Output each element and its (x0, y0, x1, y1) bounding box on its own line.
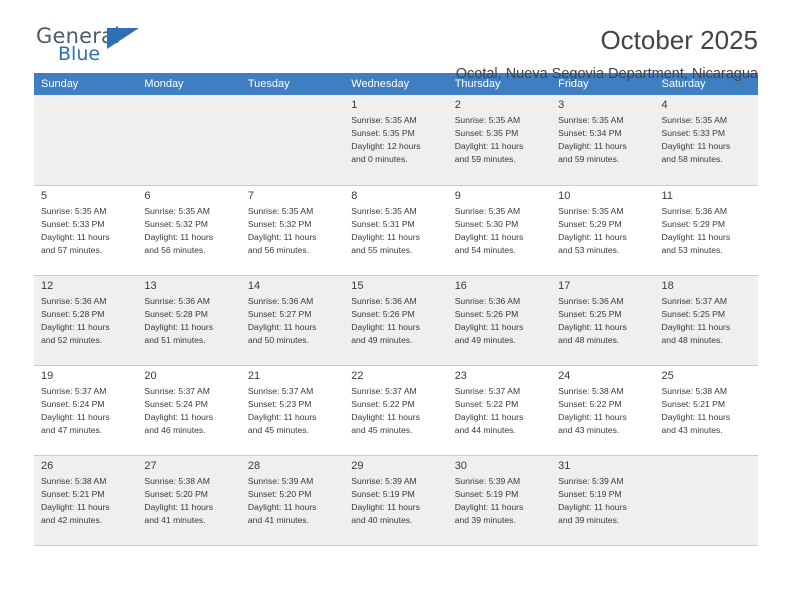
calendar-cell-day[interactable] (551, 95, 654, 185)
generalblue-logo (34, 26, 120, 64)
calendar-cell-inner (551, 186, 654, 275)
calendar-cell-day[interactable] (241, 455, 344, 545)
calendar-cell-day[interactable] (241, 275, 344, 365)
sun-info-line: Sunrise: 5:36 AM (661, 205, 727, 216)
calendar-cell-day[interactable] (137, 455, 240, 545)
sun-info-line: Daylight: 11 hours (41, 321, 110, 332)
sun-info-line: Sunset: 5:20 PM (247, 488, 312, 499)
calendar-cell-day[interactable] (448, 365, 551, 455)
sun-info-line: Sunset: 5:32 PM (144, 218, 208, 229)
calendar-cell-day[interactable] (655, 185, 758, 275)
sun-info-line: and 41 minutes. (144, 514, 206, 525)
sun-info-line: Sunset: 5:21 PM (41, 488, 105, 499)
day-number: 12 (41, 279, 54, 292)
sun-info-line: Sunset: 5:31 PM (351, 218, 415, 229)
calendar-cell-inner (34, 95, 137, 185)
sun-info-line: Sunset: 5:33 PM (661, 128, 726, 139)
calendar-cell-day[interactable] (241, 365, 344, 455)
calendar-week-row (34, 365, 758, 455)
calendar-cell-inner (241, 276, 344, 365)
sun-info-line: and 57 minutes. (41, 244, 103, 255)
sun-info-line: Daylight: 11 hours (661, 321, 731, 332)
sun-info-line: Daylight: 11 hours (558, 231, 627, 242)
sun-info-line: and 56 minutes. (247, 244, 309, 255)
calendar-cell-day[interactable] (137, 185, 240, 275)
calendar-cell-inner (241, 95, 344, 185)
sun-info-line: and 39 minutes. (558, 514, 620, 525)
day-number: 18 (661, 279, 674, 292)
calendar-cell-day[interactable] (655, 275, 758, 365)
sun-info-line: Daylight: 11 hours (661, 231, 731, 242)
calendar-cell-inner (448, 276, 551, 365)
sun-info-line: and 50 minutes. (247, 334, 309, 345)
sun-info-line: Sunrise: 5:36 AM (454, 295, 521, 306)
sun-info-line: Daylight: 11 hours (41, 501, 110, 512)
calendar-cell-empty (655, 455, 758, 545)
weekday-header-thursday: Thursday (448, 73, 551, 95)
day-number: 25 (661, 369, 674, 382)
sun-info-line: and 40 minutes. (351, 514, 413, 525)
page-title: October 2025 (600, 25, 758, 55)
sun-info-line: Daylight: 11 hours (144, 231, 214, 242)
sun-info-line: and 43 minutes. (661, 424, 723, 435)
sun-info-line: and 52 minutes. (41, 334, 103, 345)
calendar-cell-empty (34, 95, 137, 185)
day-number: 13 (144, 279, 157, 292)
sun-info-line: Sunset: 5:29 PM (661, 218, 726, 229)
sun-info-line: Sunset: 5:22 PM (454, 398, 519, 409)
calendar-table (34, 73, 758, 546)
calendar-cell-inner (448, 366, 551, 455)
day-number: 29 (351, 459, 364, 472)
day-sun-info (41, 295, 131, 347)
calendar-cell-day[interactable] (448, 455, 551, 545)
sun-info-line: Daylight: 11 hours (558, 141, 627, 152)
calendar-cell-inner (655, 95, 758, 185)
day-sun-info (662, 114, 752, 166)
calendar-week-row (34, 275, 758, 365)
day-sun-info (144, 385, 234, 437)
sun-info-line: Daylight: 11 hours (454, 321, 524, 332)
sun-info-line: Daylight: 11 hours (351, 231, 420, 242)
day-number: 31 (558, 459, 571, 472)
day-number: 24 (558, 369, 571, 382)
day-sun-info (662, 205, 752, 257)
sun-info-line: Daylight: 11 hours (41, 411, 110, 422)
sun-info-line: Sunset: 5:25 PM (558, 308, 622, 319)
sun-info-line: Sunset: 5:32 PM (247, 218, 312, 229)
day-sun-info (351, 295, 441, 347)
sun-info-line: Sunrise: 5:36 AM (558, 295, 624, 306)
calendar-cell-day[interactable] (448, 95, 551, 185)
logo-text-general: General (36, 24, 121, 48)
sun-info-line: Sunrise: 5:39 AM (247, 475, 314, 486)
sun-info-line: Sunset: 5:19 PM (454, 488, 519, 499)
calendar-cell-day[interactable] (241, 185, 344, 275)
sun-info-line: Sunset: 5:28 PM (144, 308, 208, 319)
calendar-cell-inner (344, 456, 447, 545)
calendar-cell-inner (655, 276, 758, 365)
sun-info-line: Sunrise: 5:35 AM (661, 115, 727, 125)
sun-info-line: Sunrise: 5:36 AM (41, 295, 107, 306)
sun-info-line: Sunset: 5:33 PM (41, 218, 105, 229)
calendar-cell-inner (448, 95, 551, 185)
logo-text-blue: Blue (58, 43, 101, 65)
title-block (120, 26, 758, 82)
sun-info-line: Daylight: 11 hours (351, 321, 420, 332)
sun-info-line: Sunset: 5:28 PM (41, 308, 105, 319)
day-sun-info (455, 295, 545, 347)
sun-info-line: Sunset: 5:22 PM (351, 398, 415, 409)
day-number: 28 (247, 459, 261, 472)
sun-info-line: Sunrise: 5:35 AM (247, 205, 314, 216)
sun-info-line: and 41 minutes. (247, 514, 309, 525)
calendar-cell-inner (551, 95, 654, 185)
calendar-cell-inner (448, 456, 551, 545)
calendar-cell-day[interactable] (344, 275, 447, 365)
sun-info-line: Sunset: 5:23 PM (247, 398, 312, 409)
weekday-header-tuesday: Tuesday (241, 73, 344, 95)
calendar-cell-day[interactable] (344, 365, 447, 455)
day-sun-info (455, 385, 545, 437)
day-sun-info (144, 205, 234, 257)
day-number: 8 (351, 189, 358, 202)
calendar-cell-inner (655, 186, 758, 275)
day-number: 22 (351, 369, 364, 382)
calendar-cell-day[interactable] (448, 275, 551, 365)
calendar-cell-inner (137, 95, 240, 185)
sun-info-line: Daylight: 11 hours (454, 141, 524, 152)
sun-info-line: Sunrise: 5:35 AM (558, 115, 624, 125)
sun-info-line: Daylight: 11 hours (661, 141, 731, 152)
weekday-header-sunday: Sunday (34, 73, 137, 95)
sun-info-line: Sunrise: 5:36 AM (351, 295, 417, 306)
calendar-cell-inner (137, 366, 240, 455)
sun-info-line: Daylight: 11 hours (144, 321, 214, 332)
day-sun-info (144, 475, 234, 527)
sun-info-line: Sunrise: 5:37 AM (351, 385, 417, 396)
calendar-cell-inner (344, 366, 447, 455)
calendar-cell-day[interactable] (344, 95, 447, 185)
calendar-cell-day[interactable] (551, 185, 654, 275)
day-number: 3 (558, 99, 565, 111)
sun-info-line: Sunrise: 5:35 AM (144, 205, 210, 216)
day-number: 20 (144, 369, 157, 382)
day-sun-info (455, 205, 545, 257)
sun-info-line: Sunrise: 5:36 AM (144, 295, 210, 306)
page-subtitle: Ocotal, Nueva Segovia Department, Nicaragua (455, 65, 758, 82)
calendar-cell-day[interactable] (655, 365, 758, 455)
sun-info-line: Sunset: 5:27 PM (247, 308, 312, 319)
day-sun-info (248, 385, 338, 437)
sun-info-line: Sunset: 5:20 PM (144, 488, 208, 499)
sun-info-line: Daylight: 11 hours (661, 411, 731, 422)
calendar-cell-day[interactable] (344, 455, 447, 545)
sun-info-line: and 44 minutes. (454, 424, 516, 435)
day-sun-info (558, 385, 648, 437)
sun-info-line: Sunset: 5:30 PM (454, 218, 519, 229)
day-number: 10 (558, 189, 571, 202)
sun-info-line: Sunset: 5:35 PM (454, 128, 519, 139)
day-number: 30 (454, 459, 467, 472)
weekday-header-saturday: Saturday (655, 73, 758, 95)
sun-info-line: Sunrise: 5:37 AM (247, 385, 314, 396)
day-number: 23 (454, 369, 467, 382)
day-number: 1 (351, 99, 358, 111)
day-sun-info (558, 205, 648, 257)
sun-info-line: and 58 minutes. (661, 154, 723, 165)
day-sun-info (662, 295, 752, 347)
sun-info-line: and 47 minutes. (41, 424, 103, 435)
sun-info-line: Daylight: 11 hours (247, 321, 317, 332)
sun-info-line: and 43 minutes. (558, 424, 620, 435)
sun-info-line: Sunset: 5:26 PM (454, 308, 519, 319)
day-number: 9 (454, 189, 461, 202)
calendar-body (34, 95, 758, 545)
day-number: 4 (661, 99, 668, 111)
sun-info-line: Sunrise: 5:38 AM (144, 475, 210, 486)
sun-info-line: and 51 minutes. (144, 334, 206, 345)
sun-info-line: Daylight: 11 hours (454, 501, 524, 512)
sun-info-line: Daylight: 11 hours (247, 501, 317, 512)
sun-info-line: Sunset: 5:25 PM (661, 308, 726, 319)
day-number: 11 (661, 189, 673, 202)
sun-info-line: Sunrise: 5:35 AM (41, 205, 107, 216)
sun-info-line: and 55 minutes. (351, 244, 413, 255)
day-number: 21 (247, 369, 261, 382)
calendar-cell-day[interactable] (551, 365, 654, 455)
calendar-cell-inner (34, 276, 137, 365)
day-number: 5 (41, 189, 48, 202)
day-number: 19 (41, 369, 54, 382)
sun-info-line: Sunrise: 5:37 AM (661, 295, 727, 306)
sun-info-line: and 54 minutes. (454, 244, 516, 255)
sun-info-line: Daylight: 11 hours (41, 231, 110, 242)
calendar-cell-day[interactable] (655, 95, 758, 185)
sun-info-line: Sunset: 5:19 PM (351, 488, 415, 499)
sun-info-line: Sunrise: 5:35 AM (351, 115, 417, 125)
calendar-cell-day[interactable] (448, 185, 551, 275)
day-sun-info (351, 475, 441, 527)
sun-info-line: Sunrise: 5:35 AM (558, 205, 624, 216)
calendar-cell-inner (344, 276, 447, 365)
sun-info-line: and 59 minutes. (558, 154, 620, 165)
calendar-week-row (34, 455, 758, 545)
calendar-cell-inner (137, 456, 240, 545)
calendar-cell-day[interactable] (34, 455, 137, 545)
sun-info-line: Daylight: 11 hours (144, 411, 214, 422)
day-number: 2 (454, 99, 461, 111)
day-number: 6 (144, 189, 151, 202)
sun-info-line: Daylight: 11 hours (558, 321, 627, 332)
sun-info-line: and 48 minutes. (558, 334, 620, 345)
day-sun-info (662, 385, 752, 437)
calendar-cell-day[interactable] (137, 365, 240, 455)
calendar-cell-inner (448, 186, 551, 275)
calendar-cell-inner (137, 186, 240, 275)
sun-info-line: Daylight: 11 hours (558, 501, 627, 512)
calendar-cell-inner (344, 95, 447, 185)
sun-info-line: Sunset: 5:19 PM (558, 488, 622, 499)
sun-info-line: and 53 minutes. (661, 244, 723, 255)
calendar-cell-inner (655, 456, 758, 545)
sun-info-line: Sunrise: 5:37 AM (454, 385, 521, 396)
sun-info-line: Sunset: 5:34 PM (558, 128, 622, 139)
sun-info-line: Sunset: 5:22 PM (558, 398, 622, 409)
day-number: 7 (247, 189, 254, 202)
day-number: 15 (351, 279, 364, 292)
day-sun-info (144, 295, 234, 347)
calendar-cell-inner (655, 366, 758, 455)
calendar-cell-day[interactable] (34, 185, 137, 275)
sun-info-line: and 42 minutes. (41, 514, 103, 525)
calendar-cell-inner (344, 186, 447, 275)
sun-info-line: and 49 minutes. (351, 334, 413, 345)
day-sun-info (351, 205, 441, 257)
sun-info-line: Daylight: 11 hours (558, 411, 627, 422)
sun-info-line: Sunrise: 5:38 AM (661, 385, 727, 396)
sun-info-line: and 39 minutes. (454, 514, 516, 525)
sun-info-line: and 0 minutes. (351, 154, 408, 165)
day-number: 14 (247, 279, 261, 292)
calendar-cell-day[interactable] (137, 275, 240, 365)
sun-info-line: Sunrise: 5:38 AM (41, 475, 107, 486)
sun-info-line: Daylight: 11 hours (351, 411, 420, 422)
day-number: 27 (144, 459, 157, 472)
day-sun-info (351, 385, 441, 437)
day-sun-info (558, 114, 648, 166)
sun-info-line: and 48 minutes. (661, 334, 723, 345)
calendar-cell-day[interactable] (551, 455, 654, 545)
sun-info-line: Sunrise: 5:38 AM (558, 385, 624, 396)
day-number: 17 (558, 279, 571, 292)
sun-info-line: Sunrise: 5:35 AM (454, 115, 521, 125)
sun-info-line: and 49 minutes. (454, 334, 516, 345)
calendar-week-row (34, 95, 758, 185)
sun-info-line: Daylight: 11 hours (144, 501, 214, 512)
sun-info-line: and 46 minutes. (144, 424, 206, 435)
day-sun-info (351, 114, 441, 166)
calendar-cell-day[interactable] (34, 275, 137, 365)
sun-info-line: Sunrise: 5:35 AM (454, 205, 521, 216)
calendar-cell-empty (137, 95, 240, 185)
day-sun-info (248, 475, 338, 527)
day-sun-info (558, 295, 648, 347)
weekday-header-wednesday: Wednesday (344, 73, 447, 95)
day-sun-info (558, 475, 648, 527)
sun-info-line: Daylight: 11 hours (454, 411, 524, 422)
sun-info-line: and 59 minutes. (454, 154, 516, 165)
day-sun-info (455, 114, 545, 166)
day-number: 26 (41, 459, 54, 472)
calendar-cell-inner (34, 366, 137, 455)
sun-info-line: Sunset: 5:26 PM (351, 308, 415, 319)
calendar-cell-inner (241, 456, 344, 545)
day-sun-info (248, 295, 338, 347)
flag-icon (107, 28, 139, 49)
calendar-cell-inner (551, 276, 654, 365)
calendar-cell-inner (137, 276, 240, 365)
weekday-header-monday: Monday (137, 73, 240, 95)
sun-info-line: Daylight: 11 hours (247, 411, 317, 422)
sun-info-line: and 53 minutes. (558, 244, 620, 255)
sun-info-line: Sunrise: 5:39 AM (454, 475, 521, 486)
calendar-cell-day[interactable] (551, 275, 654, 365)
calendar-cell-inner (241, 366, 344, 455)
day-sun-info (41, 475, 131, 527)
sun-info-line: Sunrise: 5:35 AM (351, 205, 417, 216)
page-header (34, 0, 758, 82)
sun-info-line: Daylight: 12 hours (351, 141, 421, 152)
sun-info-line: Sunset: 5:24 PM (41, 398, 105, 409)
day-sun-info (248, 205, 338, 257)
sun-info-line: Sunrise: 5:36 AM (247, 295, 314, 306)
calendar-cell-inner (551, 366, 654, 455)
calendar-cell-inner (34, 186, 137, 275)
sun-info-line: and 45 minutes. (247, 424, 309, 435)
calendar-cell-empty (241, 95, 344, 185)
day-number: 16 (454, 279, 467, 292)
day-sun-info (455, 475, 545, 527)
sun-info-line: Sunrise: 5:39 AM (351, 475, 417, 486)
sun-info-line: Daylight: 11 hours (247, 231, 317, 242)
sun-info-line: and 45 minutes. (351, 424, 413, 435)
sun-info-line: Sunrise: 5:37 AM (41, 385, 107, 396)
sun-info-line: and 56 minutes. (144, 244, 206, 255)
weekday-header-friday: Friday (551, 73, 654, 95)
calendar-cell-inner (241, 186, 344, 275)
day-sun-info (41, 385, 131, 437)
sun-info-line: Sunset: 5:29 PM (558, 218, 622, 229)
calendar-cell-day[interactable] (344, 185, 447, 275)
sun-info-line: Sunset: 5:21 PM (661, 398, 726, 409)
calendar-week-row (34, 185, 758, 275)
calendar-cell-inner (551, 456, 654, 545)
sun-info-line: Daylight: 11 hours (454, 231, 524, 242)
day-sun-info (41, 205, 131, 257)
sun-info-line: Daylight: 11 hours (351, 501, 420, 512)
sun-info-line: Sunset: 5:24 PM (144, 398, 208, 409)
sun-info-line: Sunset: 5:35 PM (351, 128, 415, 139)
calendar-cell-inner (34, 456, 137, 545)
sun-info-line: Sunrise: 5:37 AM (144, 385, 210, 396)
sun-info-line: Sunrise: 5:39 AM (558, 475, 624, 486)
calendar-cell-day[interactable] (34, 365, 137, 455)
